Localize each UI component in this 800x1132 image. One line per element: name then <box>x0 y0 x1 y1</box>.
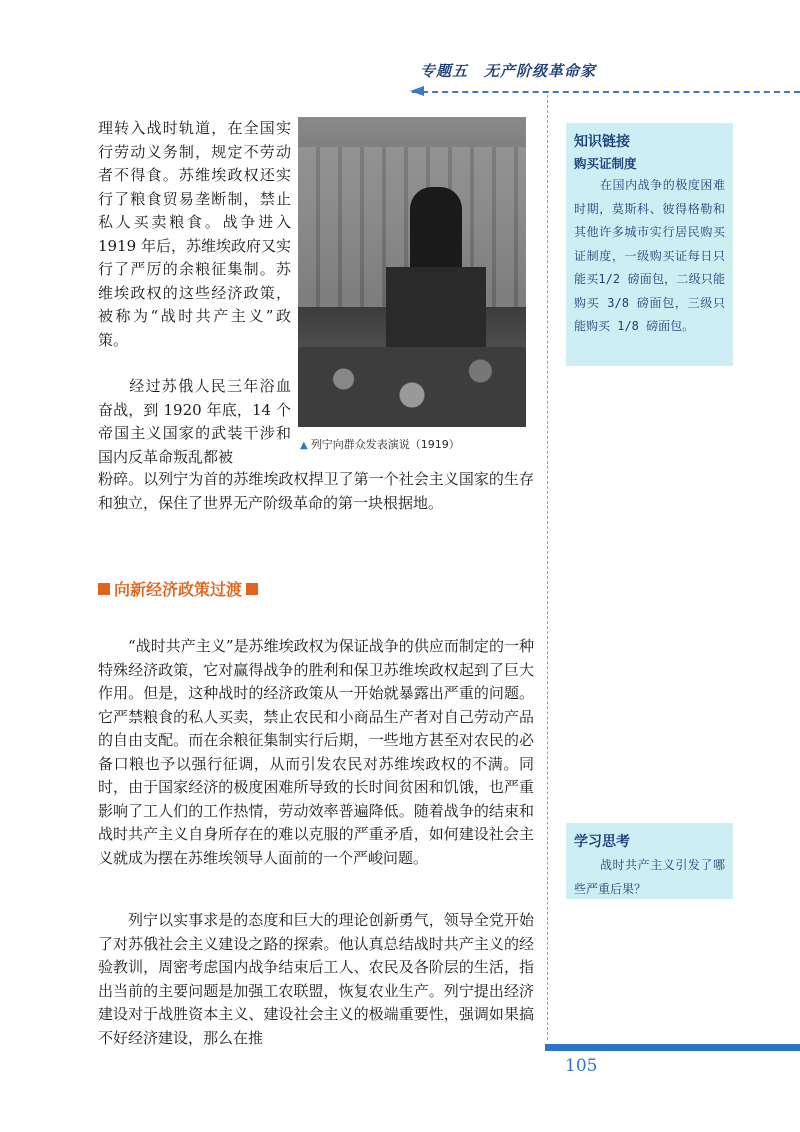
photo-caption-text: 列宁向群众发表演说（1919） <box>310 438 460 451</box>
body-paragraph-3: “战时共产主义”是苏维埃政权为保证战争的供应而制定的一种特殊经济政策，它对赢得战争的胜利和保卫苏维埃政权起到了巨大作用。但是，这种战时的经济政策从一开始就暴露出严重的问题。它严禁粮食的私人买卖，禁止农民和小商品生产者对自己劳动产品的自由支配。而在余粮征集制实行后期，一些地方甚至对农民的必备口粮也予以强行征调，从而引发农民对苏维埃政权的不满。同时，由于国家经济的极度困难所导致的长时间贫困和饥饿，也严重影响了工人们的工作热情，劳动效率普遍降低。随着战争的结束和战时共产主义自身所存在的难以克服的严重矛盾，如何建设社会主义就成为摆在苏维埃领导人面前的一个严峻问题。 <box>98 637 534 867</box>
page-number: 105 <box>565 1056 598 1076</box>
caption-triangle-icon: ▲ <box>300 440 308 451</box>
running-header-title: 专题五 无产阶级革命家 <box>420 62 597 80</box>
knowledge-link-title: 知识链接 <box>574 134 630 150</box>
square-bullet-icon <box>98 583 110 595</box>
lenin-speech-photo <box>298 117 526 427</box>
knowledge-link-box <box>566 123 733 366</box>
study-think-title: 学习思考 <box>574 834 630 850</box>
footer-bar <box>545 1044 800 1051</box>
header-divider <box>412 91 800 93</box>
body-paragraph-2 <box>98 375 291 469</box>
square-bullet-icon <box>246 583 258 595</box>
photo-speaker <box>410 187 462 272</box>
photo-caption <box>300 436 530 452</box>
body-paragraph-4: 列宁以实事求是的态度和巨大的理论创新勇气，领导全党开始了对苏俄社会主义建设之路的探索。他认真总结战时共产主义的经验教训，周密考虑国内战争结束后工人、农民及各阶层的生活，指出当前的主要问题是加强工农联盟，恢复农业生产。列宁提出经济建设对于战胜资本主义、建设社会主义的极端重要性，强调如果搞不好经济建设，那么在推 <box>98 911 534 1047</box>
body-paragraph-2-start: 经过苏俄人民三年浴血奋战，到 1920 年底，14 个帝国主义国家的武装干涉和国内反革命叛乱都被 <box>98 377 291 466</box>
margin-divider <box>547 95 548 1040</box>
body-paragraph-1: 理转入战时轨道，在全国实行劳动义务制，规定不劳动者不得食。苏维埃政权还实行了粮食贸易垄断制，禁止私人买卖粮食。战争进入 1919 年后，苏维埃政府又实行了严厉的余粮征集制。苏维埃政权的这些经济政策，被称为“战时共产主义”政策。 <box>98 119 291 349</box>
knowledge-link-content: 在国内战争的极度困难时期，莫斯科、彼得格勒和其他许多城市实行居民购买证制度，一级购买证每日只能买1/2 磅面包，二级只能购买 3/8 磅面包，三级只能购买 1/8 磅面包。 <box>574 178 725 333</box>
knowledge-link-subtitle: 购买证制度 <box>574 156 637 171</box>
section-heading <box>98 577 258 600</box>
section-heading-text: 向新经济政策过渡 <box>114 580 243 599</box>
photo-crowd <box>298 347 526 427</box>
body-paragraph-2-continued: 粉碎。以列宁为首的苏维埃政权捍卫了第一个社会主义国家的生存和独立，保住了世界无产阶级革命的第一块根据地。 <box>98 470 534 512</box>
study-think-box <box>566 823 733 899</box>
study-think-content: 战时共产主义引发了哪些严重后果？ <box>574 858 725 896</box>
